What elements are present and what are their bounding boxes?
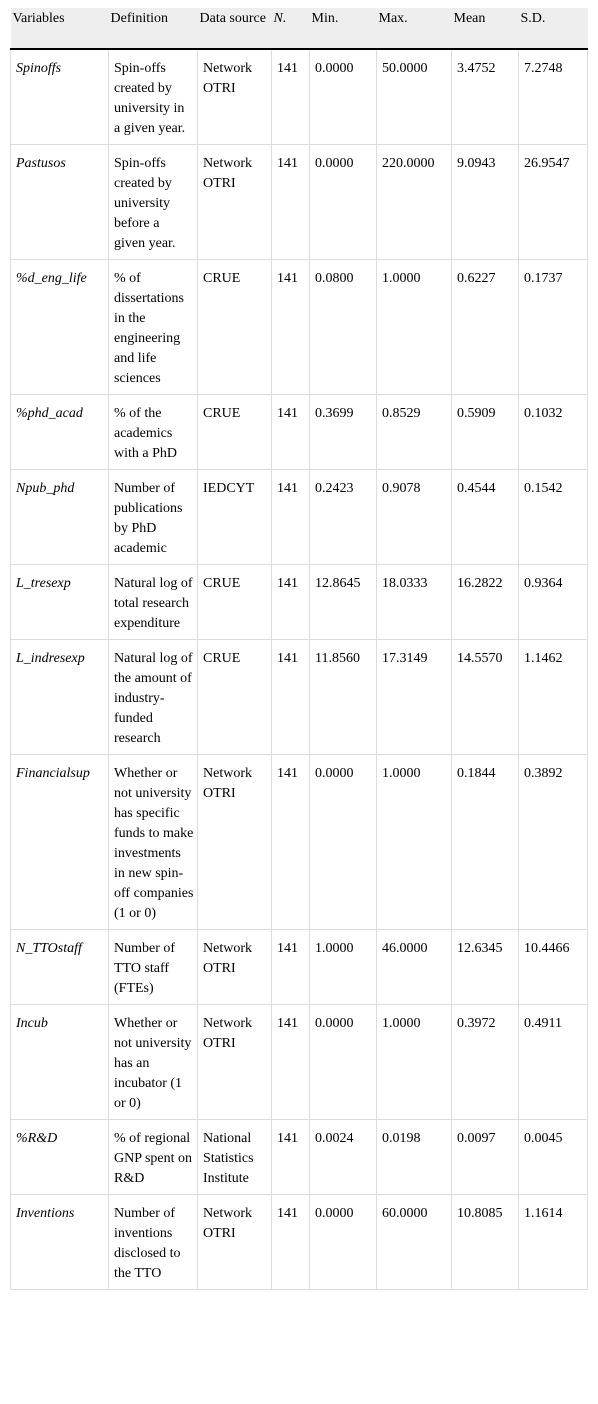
n-cell: 141 (272, 260, 310, 395)
mean-cell: 0.0097 (452, 1120, 519, 1195)
min-cell: 0.0000 (310, 755, 377, 930)
max-cell: 1.0000 (377, 260, 452, 395)
sd-cell: 10.4466 (519, 930, 588, 1005)
table-row (11, 1005, 588, 1120)
variable-cell: Spinoffs (11, 49, 109, 145)
sd-cell: 1.1614 (519, 1195, 588, 1290)
table-row (11, 145, 588, 260)
min-cell: 0.0000 (310, 145, 377, 260)
data-source-cell: Network OTRI (198, 755, 272, 930)
definition-cell: Spin-offs created by university before a given year. (109, 145, 198, 260)
data-source-cell: Network OTRI (198, 145, 272, 260)
table-header-row (11, 8, 588, 49)
variable-cell: %R&D (11, 1120, 109, 1195)
mean-cell: 12.6345 (452, 930, 519, 1005)
header-sd: S.D. (519, 8, 588, 49)
n-cell: 141 (272, 470, 310, 565)
mean-cell: 16.2822 (452, 565, 519, 640)
data-source-cell: Network OTRI (198, 1005, 272, 1120)
min-cell: 11.8560 (310, 640, 377, 755)
data-source-cell: IEDCYT (198, 470, 272, 565)
min-cell: 12.8645 (310, 565, 377, 640)
variable-cell: N_TTOstaff (11, 930, 109, 1005)
table-row (11, 755, 588, 930)
min-cell: 0.0024 (310, 1120, 377, 1195)
max-cell: 17.3149 (377, 640, 452, 755)
definition-cell: % of regional GNP spent on R&D (109, 1120, 198, 1195)
sd-cell: 0.9364 (519, 565, 588, 640)
sd-cell: 0.1737 (519, 260, 588, 395)
data-source-cell: CRUE (198, 640, 272, 755)
definition-cell: % of the academics with a PhD (109, 395, 198, 470)
sd-cell: 0.3892 (519, 755, 588, 930)
variable-cell: %d_eng_life (11, 260, 109, 395)
mean-cell: 9.0943 (452, 145, 519, 260)
max-cell: 46.0000 (377, 930, 452, 1005)
table-row (11, 260, 588, 395)
mean-cell: 0.1844 (452, 755, 519, 930)
variable-cell: %phd_acad (11, 395, 109, 470)
header-min: Min. (310, 8, 377, 49)
max-cell: 60.0000 (377, 1195, 452, 1290)
sd-cell: 0.4911 (519, 1005, 588, 1120)
definition-cell: Spin-offs created by university in a given year. (109, 49, 198, 145)
min-cell: 0.0000 (310, 49, 377, 145)
variable-cell: Pastusos (11, 145, 109, 260)
max-cell: 50.0000 (377, 49, 452, 145)
n-cell: 141 (272, 640, 310, 755)
table-row (11, 930, 588, 1005)
table-row (11, 565, 588, 640)
data-source-cell: CRUE (198, 395, 272, 470)
variable-cell: Npub_phd (11, 470, 109, 565)
data-source-cell: CRUE (198, 260, 272, 395)
table-body (11, 49, 588, 1290)
min-cell: 0.0800 (310, 260, 377, 395)
mean-cell: 0.5909 (452, 395, 519, 470)
definition-cell: Whether or not university has an incubator (1 or 0) (109, 1005, 198, 1120)
variable-cell: L_indresexp (11, 640, 109, 755)
data-source-cell: National Statistics Institute (198, 1120, 272, 1195)
definition-cell: Whether or not university has specific funds to make investments in new spin-off companies (1 or 0) (109, 755, 198, 930)
max-cell: 0.8529 (377, 395, 452, 470)
n-cell: 141 (272, 49, 310, 145)
n-cell: 141 (272, 1120, 310, 1195)
mean-cell: 0.3972 (452, 1005, 519, 1120)
n-cell: 141 (272, 145, 310, 260)
header-definition: Definition (109, 8, 198, 49)
n-cell: 141 (272, 565, 310, 640)
sd-cell: 1.1462 (519, 640, 588, 755)
variable-cell: Inventions (11, 1195, 109, 1290)
data-source-cell: Network OTRI (198, 930, 272, 1005)
data-source-cell: Network OTRI (198, 49, 272, 145)
max-cell: 1.0000 (377, 1005, 452, 1120)
mean-cell: 0.6227 (452, 260, 519, 395)
table-row (11, 49, 588, 145)
descriptive-statistics-table (10, 8, 588, 1290)
max-cell: 0.9078 (377, 470, 452, 565)
definition-cell: % of dissertations in the engineering and life sciences (109, 260, 198, 395)
variable-cell: Incub (11, 1005, 109, 1120)
min-cell: 0.0000 (310, 1195, 377, 1290)
header-n: N. (272, 8, 310, 49)
definition-cell: Natural log of the amount of industry-funded research (109, 640, 198, 755)
min-cell: 0.2423 (310, 470, 377, 565)
n-cell: 141 (272, 930, 310, 1005)
header-data-source: Data source (198, 8, 272, 49)
max-cell: 0.0198 (377, 1120, 452, 1195)
sd-cell: 0.0045 (519, 1120, 588, 1195)
sd-cell: 26.9547 (519, 145, 588, 260)
n-cell: 141 (272, 1195, 310, 1290)
data-source-cell: Network OTRI (198, 1195, 272, 1290)
mean-cell: 0.4544 (452, 470, 519, 565)
table-row (11, 1120, 588, 1195)
header-variables: Variables (11, 8, 109, 49)
min-cell: 0.3699 (310, 395, 377, 470)
definition-cell: Number of publications by PhD academic (109, 470, 198, 565)
sd-cell: 0.1542 (519, 470, 588, 565)
definition-cell: Number of inventions disclosed to the TTO (109, 1195, 198, 1290)
n-cell: 141 (272, 1005, 310, 1120)
header-max: Max. (377, 8, 452, 49)
table-row (11, 640, 588, 755)
header-mean: Mean (452, 8, 519, 49)
max-cell: 1.0000 (377, 755, 452, 930)
variable-cell: L_tresexp (11, 565, 109, 640)
sd-cell: 7.2748 (519, 49, 588, 145)
min-cell: 0.0000 (310, 1005, 377, 1120)
descriptive-statistics-table-wrapper (10, 8, 587, 1290)
table-row (11, 395, 588, 470)
max-cell: 18.0333 (377, 565, 452, 640)
sd-cell: 0.1032 (519, 395, 588, 470)
table-row (11, 470, 588, 565)
n-cell: 141 (272, 755, 310, 930)
max-cell: 220.0000 (377, 145, 452, 260)
variable-cell: Financialsup (11, 755, 109, 930)
mean-cell: 14.5570 (452, 640, 519, 755)
mean-cell: 10.8085 (452, 1195, 519, 1290)
table-row (11, 1195, 588, 1290)
definition-cell: Number of TTO staff (FTEs) (109, 930, 198, 1005)
definition-cell: Natural log of total research expenditure (109, 565, 198, 640)
n-cell: 141 (272, 395, 310, 470)
mean-cell: 3.4752 (452, 49, 519, 145)
data-source-cell: CRUE (198, 565, 272, 640)
min-cell: 1.0000 (310, 930, 377, 1005)
